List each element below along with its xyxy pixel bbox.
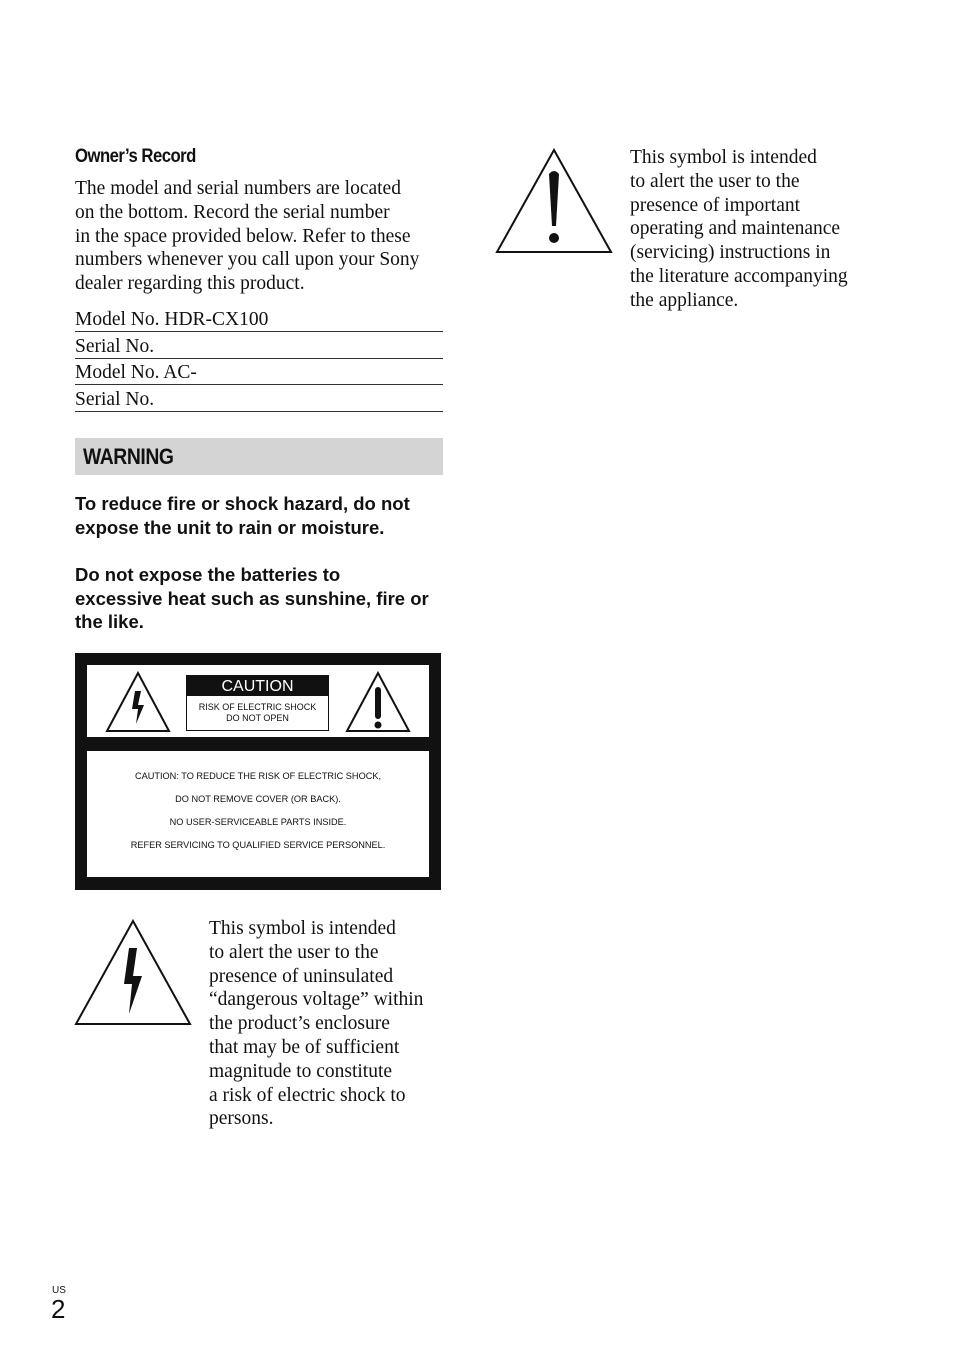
- lightning-warning-icon: [74, 918, 192, 1028]
- caution-small-text: RISK OF ELECTRIC SHOCK: [198, 702, 317, 712]
- description-line: to alert the user to the: [209, 941, 379, 963]
- caution-body-line: NO USER-SERVICEABLE PARTS INSIDE.: [169, 817, 347, 827]
- owners-record-line: on the bottom. Record the serial number: [75, 201, 390, 223]
- model-number-field: Model No. HDR-CX100: [75, 309, 443, 332]
- description-line: presence of important: [630, 194, 801, 216]
- warning-batteries: [75, 563, 455, 634]
- warning-line: excessive heat such as sunshine, fire or: [75, 587, 429, 609]
- description-line: This symbol is intended: [209, 918, 396, 939]
- caution-small-text: DO NOT OPEN: [226, 713, 289, 723]
- description-line: This symbol is intended: [630, 147, 817, 168]
- exclamation-warning-icon: [345, 671, 411, 733]
- warning-line: expose the unit to rain or moisture.: [75, 516, 385, 538]
- ac-serial-number-field: Serial No.: [75, 389, 443, 412]
- page-language-code: US: [52, 1285, 66, 1296]
- description-line: the literature accompanying: [630, 265, 848, 287]
- description-line: (servicing) instructions in: [630, 242, 831, 264]
- warning-fire-shock: [75, 492, 455, 539]
- exclamation-symbol-description: [630, 146, 890, 313]
- warning-heading-bar: [75, 438, 443, 475]
- warning-line: Do not expose the batteries to: [75, 564, 341, 585]
- caution-label-top: [87, 665, 429, 737]
- description-line: presence of uninsulated: [209, 965, 394, 987]
- caution-label-bottom: [87, 751, 429, 877]
- owners-record-heading: Owner’s Record: [75, 146, 196, 167]
- serial-number-field: Serial No.: [75, 336, 443, 359]
- description-line: magnitude to constitute: [209, 1060, 393, 1082]
- lightning-warning-icon: [105, 671, 171, 733]
- description-line: the appliance.: [630, 289, 739, 311]
- exclamation-warning-icon: [495, 148, 613, 255]
- lightning-symbol-description: [209, 917, 449, 1131]
- ac-model-number-field: Model No. AC-: [75, 362, 443, 385]
- description-line: to alert the user to the: [630, 170, 800, 192]
- description-line: persons.: [209, 1108, 274, 1130]
- page-number: 2: [51, 1294, 66, 1324]
- caution-label-graphic: [75, 653, 441, 890]
- owners-record-text: [75, 177, 455, 296]
- caution-body-line: DO NOT REMOVE COVER (OR BACK).: [175, 794, 341, 804]
- caution-body-line: CAUTION: TO REDUCE THE RISK OF ELECTRIC SHOCK,: [134, 771, 382, 781]
- description-line: “dangerous voltage” within: [209, 989, 424, 1011]
- owners-record-line: numbers whenever you call upon your Sony: [75, 249, 420, 271]
- owners-record-line: The model and serial numbers are located: [75, 178, 401, 199]
- description-line: that may be of sufficient: [209, 1036, 400, 1058]
- warning-line: To reduce fire or shock hazard, do not: [75, 493, 410, 514]
- owners-record-line: dealer regarding this product.: [75, 273, 305, 295]
- caution-title: CAUTION: [187, 676, 328, 696]
- owners-record-line: in the space provided below. Refer to these: [75, 225, 411, 247]
- warning-heading: WARNING: [83, 444, 174, 469]
- description-line: operating and maintenance: [630, 218, 841, 240]
- warning-line: the like.: [75, 611, 144, 633]
- caution-box: [186, 675, 329, 731]
- description-line: a risk of electric shock to: [209, 1084, 406, 1106]
- caution-body-line: REFER SERVICING TO QUALIFIED SERVICE PERSONNEL.: [130, 840, 386, 850]
- description-line: the product’s enclosure: [209, 1013, 390, 1035]
